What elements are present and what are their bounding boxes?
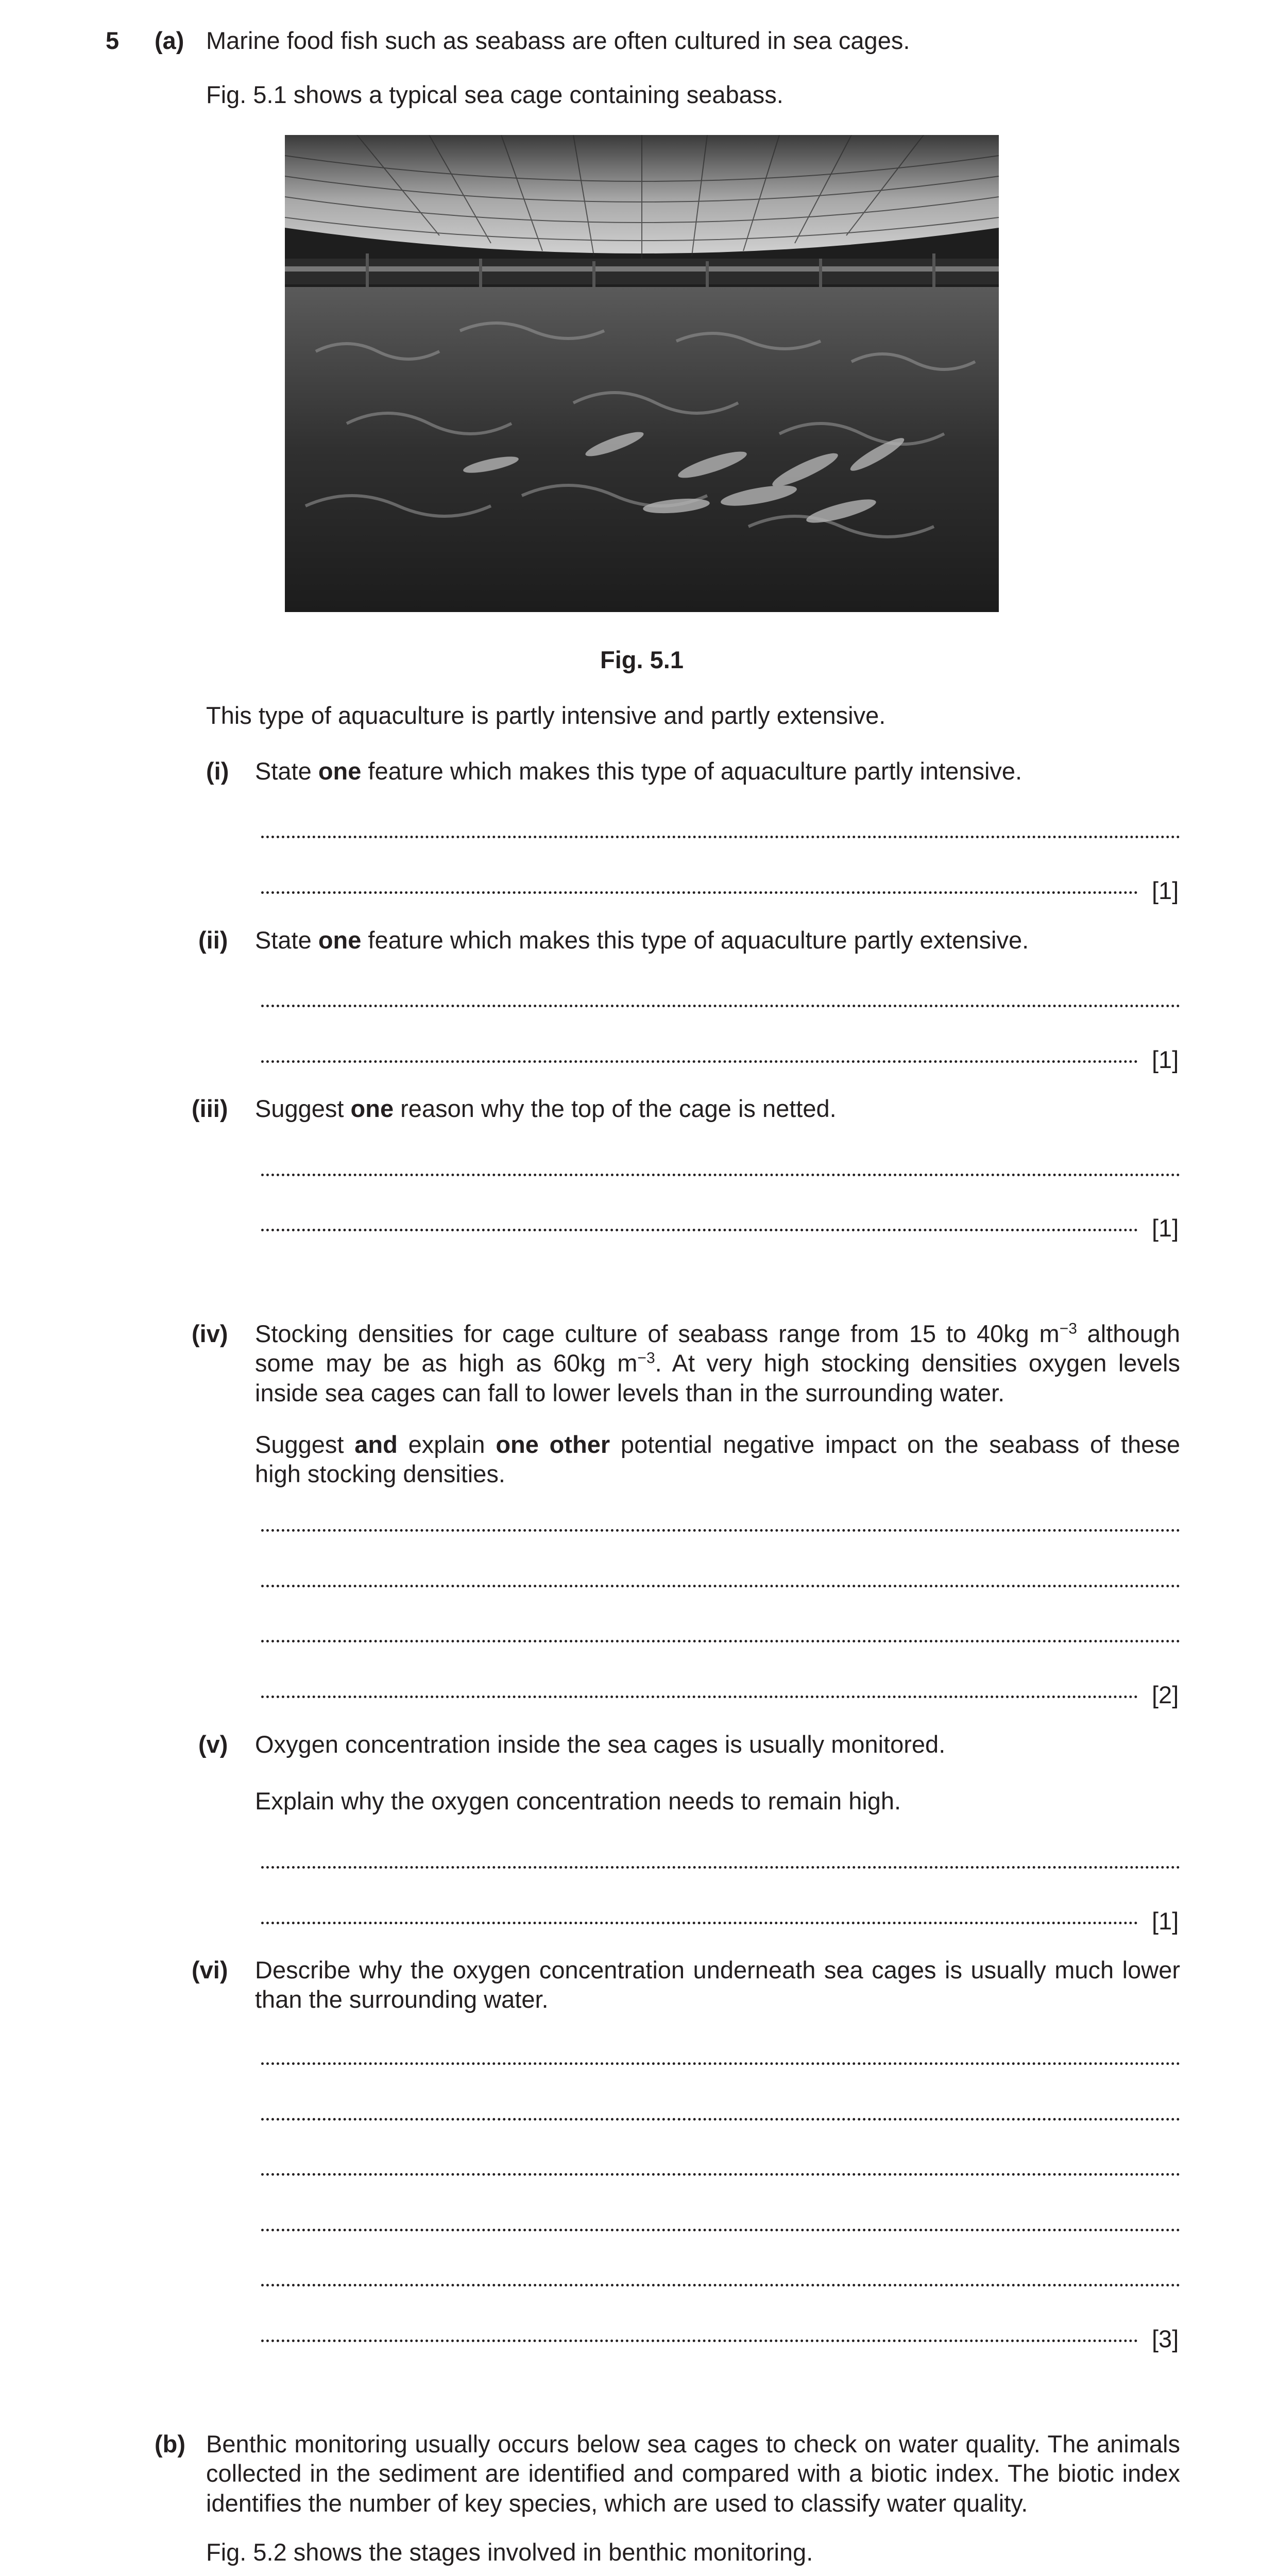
- answer-line[interactable]: [261, 1585, 1180, 1587]
- answer-line[interactable]: [261, 2284, 1180, 2286]
- sub-iv-label: (iv): [192, 1320, 228, 1347]
- answer-line[interactable]: [261, 1060, 1138, 1063]
- sub-iii-question: Suggest one reason why the top of the cage is netted.: [255, 1095, 837, 1122]
- answer-line[interactable]: [261, 1174, 1180, 1176]
- sub-iv-question: Suggest and explain one other potential negative impact on the seabass of these high stocking densities.: [255, 1431, 1181, 1488]
- answer-line[interactable]: [261, 2173, 1180, 2176]
- part-a-intro: Marine food fish such as seabass are often cultured in sea cages.: [206, 27, 910, 54]
- sub-iii-label: (iii): [192, 1095, 228, 1122]
- answer-line[interactable]: [261, 1005, 1180, 1007]
- answer-line[interactable]: [261, 1229, 1138, 1231]
- sub-vi-label: (vi): [192, 1956, 228, 1984]
- mark-allocation: [1]: [1152, 1046, 1179, 1073]
- answer-line[interactable]: [261, 2062, 1180, 2065]
- question-number: 5: [106, 27, 120, 54]
- answer-line[interactable]: [261, 2229, 1180, 2231]
- part-b-intro: Benthic monitoring usually occurs below sea cages to check on water quality. The animals collected in the sediment are identified and compared with a biotic index. The biotic index identifies the number of key species, which are used to classify water quality.: [206, 2430, 1180, 2517]
- fig-5-2-intro: Fig. 5.2 shows the stages involved in benthic monitoring.: [206, 2538, 813, 2566]
- answer-line[interactable]: [261, 1866, 1180, 1869]
- mark-allocation: [1]: [1152, 877, 1179, 904]
- part-a-stem: This type of aquaculture is partly intensive and partly extensive.: [206, 702, 886, 729]
- mark-allocation: [3]: [1152, 2325, 1179, 2352]
- sub-v-label: (v): [198, 1731, 228, 1758]
- answer-line[interactable]: [261, 1922, 1138, 1924]
- part-a-label: (a): [155, 27, 184, 54]
- sub-i-question: State one feature which makes this type of aquaculture partly intensive.: [255, 757, 1023, 785]
- answer-line[interactable]: [261, 1640, 1180, 1642]
- answer-line[interactable]: [261, 836, 1180, 838]
- sub-ii-label: (ii): [198, 926, 228, 954]
- fig-5-1-caption: Fig. 5.1: [600, 646, 684, 673]
- sub-vi-question: Describe why the oxygen concentration underneath sea cages is usually much lower than the surrounding water.: [255, 1956, 1180, 2013]
- answer-line[interactable]: [261, 2340, 1138, 2342]
- answer-line[interactable]: [261, 891, 1138, 894]
- sub-iv-text: Stocking densities for cage culture of seabass range from 15 to 40kg $m^{-3}$ although some may be as high as 60kg $m^{-3}$. At very high stocking densities oxygen levels inside sea cages can fall to lower levels than in the surrounding water.: [255, 1320, 1180, 1406]
- part-b-label: (b): [155, 2430, 186, 2458]
- answer-line[interactable]: [261, 1529, 1180, 1532]
- fig-5-1-intro: Fig. 5.1 shows a typical sea cage containing seabass.: [206, 81, 783, 108]
- mark-allocation: [2]: [1152, 1681, 1179, 1708]
- sub-v-text: Oxygen concentration inside the sea cages is usually monitored.: [255, 1731, 946, 1758]
- sub-i-label: (i): [206, 757, 229, 785]
- sub-v-question: Explain why the oxygen concentration needs to remain high.: [255, 1787, 901, 1815]
- mark-allocation: [1]: [1152, 1907, 1179, 1935]
- mark-allocation: [1]: [1152, 1214, 1179, 1242]
- answer-line[interactable]: [261, 2118, 1180, 2121]
- answer-line[interactable]: [261, 1696, 1138, 1698]
- sea-cage-photo: [285, 135, 999, 612]
- sub-ii-question: State one feature which makes this type of aquaculture partly extensive.: [255, 926, 1029, 954]
